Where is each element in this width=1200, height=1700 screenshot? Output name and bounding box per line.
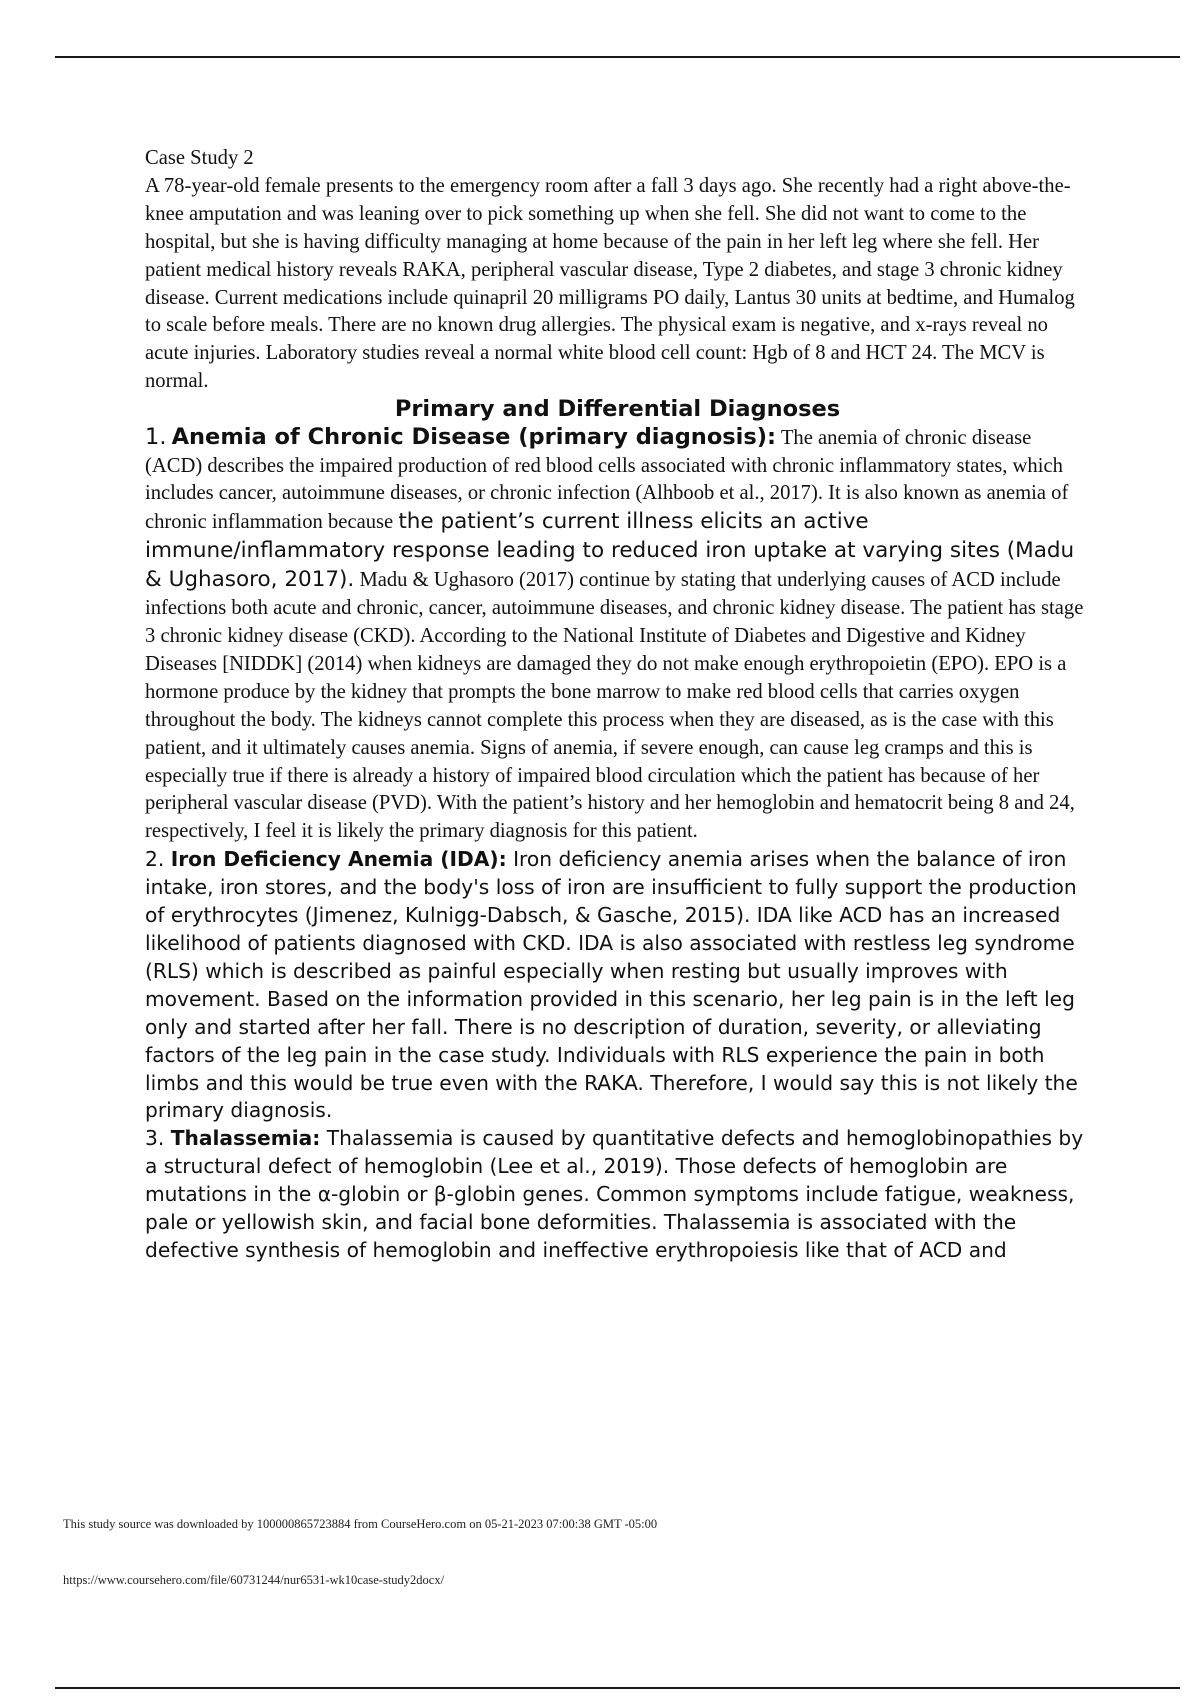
source-url: https://www.coursehero.com/file/60731244/nur6531-wk10case-study2docx/ — [63, 1573, 445, 1587]
diagnosis-1-text-b: the patient’s current illness elicits an active immune/inflammatory response leading to reduced iron uptake at varying sites (Madu & Ughasoro, 2017). — [145, 509, 1075, 593]
diagnosis-3-number: 3. — [145, 1126, 165, 1151]
diagnosis-1-number: 1. — [145, 423, 167, 450]
bottom-rule — [55, 1687, 1180, 1689]
diagnosis-2-number: 2. — [145, 847, 165, 872]
diagnosis-1-text-c: Madu & Ughasoro (2017) continue by stating that underlying causes of ACD include infections both acute and chronic, cancer, autoimmune diseases, and chronic kidney disease. The patient has stage 3 chronic kidney disease (CKD). According to the National Institute of Diabetes and Digestive and Kidney Diseases [NIDDK] (2014) when kidneys are damaged they do not make enough erythropoietin (EPO). EPO is a hormone produce by the kidney that prompts the bone marrow to make red blood cells that carries oxygen throughout the body. The kidneys cannot complete this process when they are diseased, as is the case with this patient, and it ultimately causes anemia. Signs of anemia, if severe enough, can cause leg cramps and this is especially true if there is already a history of impaired blood circulation which the patient has because of her peripheral vascular disease (PVD). With the patient’s history and her hemoglobin and hematocrit being 8 and 24, respectively, I feel it is likely the primary diagnosis for this patient. — [145, 569, 1084, 843]
diagnosis-1-text-a: The anemia of chronic disease (ACD) describes the impaired production of red blood cells associated with chronic inflammatory states, which includes cancer, autoimmune diseases, or chronic infection (Alhboob et al., 2017). It is also known as anemia of chronic inflammation because — [145, 426, 1069, 534]
section-heading: Primary and Differential Diagnoses — [394, 396, 841, 423]
document-body — [145, 145, 1090, 1265]
download-notice: This study source was downloaded by 100000865723884 from CourseHero.com on 05-21-2023 07:00:38 GMT -05:00 — [63, 1517, 658, 1531]
diagnosis-2 — [145, 846, 1090, 1125]
diagnosis-3-text: Thalassemia is caused by quantitative defects and hemoglobinopathies by a structural defect of hemoglobin (Lee et al., 2019). Those defects of hemoglobin are mutations in the α-globin or β-globin genes. Common symptoms include fatigue, weakness, pale or yellowish skin, and facial bone deformities. Thalassemia is associated with the defective synthesis of hemoglobin and ineffective erythropoiesis like that of ACD and — [145, 1126, 1084, 1262]
diagnosis-1 — [145, 424, 1090, 847]
diagnosis-3 — [145, 1125, 1090, 1265]
case-description: A 78-year-old female presents to the emergency room after a fall 3 days ago. She recently had a right above-the-knee amputation and was leaning over to pick something up when she fell. She did not want to come to the hospital, but she is having difficulty managing at home because of the pain in her left leg where she fell. Her patient medical history reveals RAKA, peripheral vascular disease, Type 2 diabetes, and stage 3 chronic kidney disease. Current medications include quinapril 20 milligrams PO daily, Lantus 30 units at bedtime, and Humalog to scale before meals. There are no known drug allergies. The physical exam is negative, and x-rays reveal no acute injuries. Laboratory studies reveal a normal white blood cell count: Hgb of 8 and HCT 24. The MCV is normal. — [145, 174, 1075, 393]
diagnosis-1-title: Anemia of Chronic Disease (primary diagnosis): — [171, 423, 777, 450]
diagnosis-2-text: Iron deficiency anemia arises when the balance of iron intake, iron stores, and the body's loss of iron are insufficient to fully support the production of erythrocytes (Jimenez, Kulnigg-Dabsch, & Gasche, 2015). IDA like ACD has an increased likelihood of patients diagnosed with CKD. IDA is also associated with restless leg syndrome (RLS) which is described as painful especially when resting but usually improves with movement. Based on the information provided in this scenario, her leg pain is in the left leg only and started after her fall. There is no description of duration, severity, or alleviating factors of the leg pain in the case study. Individuals with RLS experience the pain in both limbs and this would be true even with the RAKA. Therefore, I would say this is not likely the primary diagnosis. — [145, 847, 1078, 1123]
case-title: Case Study 2 — [145, 147, 254, 169]
diagnosis-2-title: Iron Deficiency Anemia (IDA): — [170, 847, 507, 872]
diagnosis-3-title: Thalassemia: — [170, 1126, 321, 1151]
top-rule — [55, 56, 1180, 58]
